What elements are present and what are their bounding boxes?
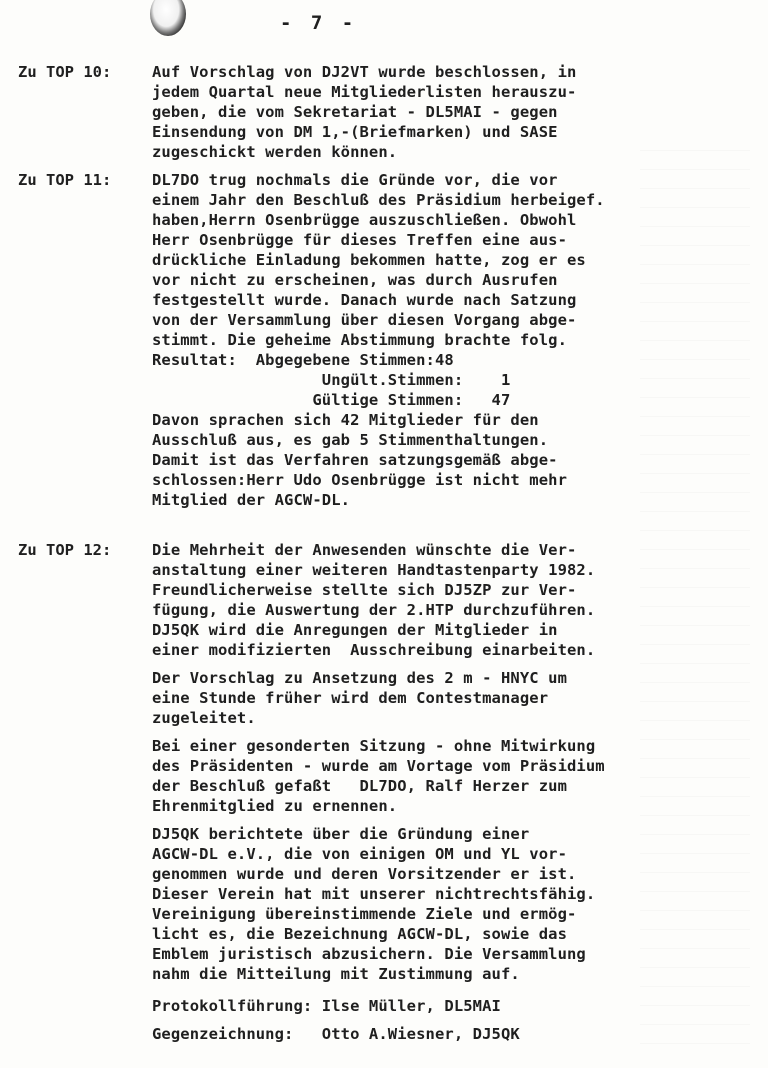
text-line-part: Einsendung von DM 1,-(Briefmarken) und SASE [152, 123, 558, 141]
text-line: fügung, die Auswertung der 2.HTP durchzuführen. [152, 601, 596, 619]
text-line: Ehrenmitglied zu ernennen. [152, 797, 398, 815]
text-line: Der Vorschlag zu Ansetzung des 2 m - HNYC um [152, 669, 567, 687]
text-line: jedem Quartal neue Mitgliederlisten herauszu- [152, 83, 577, 101]
section-label: Zu TOP 10: [18, 63, 112, 81]
text-line: Die Mehrheit der Anwesenden wünschte die Ver- [152, 541, 577, 559]
text-line: des Präsidenten - wurde am Vortage vom Präsidium [152, 757, 605, 775]
text-line: von der Versammlung über diesen Vorgang abge- [152, 311, 577, 329]
text-line: zugeleitet. [152, 709, 256, 727]
text-line: Herr Osenbrügge für dieses Treffen eine aus- [152, 231, 567, 249]
text-line: Bei einer gesonderten Sitzung - ohne Mitwirkung [152, 737, 596, 755]
bleed-through-text [640, 150, 750, 1050]
text-line: zugeschickt werden können. [152, 143, 398, 161]
text-line [152, 122, 558, 142]
punch-hole [150, 0, 186, 36]
section-label: Zu TOP 12: [18, 541, 112, 559]
text-line: festgestellt wurde. Danach wurde nach Satzung [152, 291, 577, 309]
text-line: anstaltung einer weiteren Handtastenparty 1982. [152, 561, 596, 579]
text-line: genommen wurde und deren Vorsitzender er ist. [152, 865, 577, 883]
text-line: Auf Vorschlag von DJ2VT wurde beschlossen, in [152, 63, 577, 81]
text-line: schlossen:Herr Udo Osenbrügge ist nicht mehr [152, 471, 567, 489]
text-line: Mitglied der AGCW-DL. [152, 491, 351, 509]
text-line: Freundlicherweise stellte sich DJ5ZP zur Ver- [152, 581, 577, 599]
text-line: Dieser Verein hat mit unserer nichtrechtsfähig. [152, 885, 596, 903]
section-label: Zu TOP 11: [18, 171, 112, 189]
text-line: DJ5QK wird die Anregungen der Mitglieder in [152, 621, 558, 639]
protocol-signature: Protokollführung: Ilse Müller, DL5MAI [152, 997, 501, 1015]
text-line: Vereinigung übereinstimmende Ziele und ermög- [152, 905, 577, 923]
text-line: drückliche Einladung bekommen hatte, zog er es [152, 251, 586, 269]
text-line: Ausschluß aus, es gab 5 Stimmenthaltungen. [152, 431, 549, 449]
text-line: AGCW-DL e.V., die von einigen OM und YL vor- [152, 845, 567, 863]
text-line: Damit ist das Verfahren satzungsgemäß abge- [152, 451, 558, 469]
text-line: Davon sprachen sich 42 Mitglieder für den [152, 411, 539, 429]
vote-result-valid: Gültige Stimmen: 47 [152, 391, 511, 409]
countersignature: Gegenzeichnung: Otto A.Wiesner, DJ5QK [152, 1025, 520, 1043]
text-line: licht es, die Bezeichnung AGCW-DL, sowie das [152, 925, 567, 943]
vote-result-submitted: Resultat: Abgegebene Stimmen:48 [152, 351, 454, 369]
text-line: Emblem juristisch abzusichern. Die Versammlung [152, 945, 586, 963]
page-number: - 7 - [280, 12, 358, 34]
text-line: DL7DO trug nochmals die Gründe vor, die vor [152, 171, 558, 189]
text-line: eine Stunde früher wird dem Contestmanager [152, 689, 549, 707]
text-line: DJ5QK berichtete über die Gründung einer [152, 825, 530, 843]
text-line: stimmt. Die geheime Abstimmung brachte folg. [152, 331, 567, 349]
text-line: haben,Herrn Osenbrügge auszuschließen. Obwohl [152, 211, 577, 229]
text-line: geben, die vom Sekretariat - DL5MAI - gegen [152, 103, 558, 121]
text-line: vor nicht zu erscheinen, was durch Ausrufen [152, 271, 558, 289]
text-line: der Beschluß gefaßt DL7DO, Ralf Herzer zum [152, 777, 567, 795]
text-line: einer modifizierten Ausschreibung einarbeiten. [152, 641, 596, 659]
text-line: nahm die Mitteilung mit Zustimmung auf. [152, 965, 520, 983]
vote-result-invalid: Ungült.Stimmen: 1 [152, 371, 511, 389]
text-line: einem Jahr den Beschluß des Präsidium herbeigef. [152, 191, 605, 209]
